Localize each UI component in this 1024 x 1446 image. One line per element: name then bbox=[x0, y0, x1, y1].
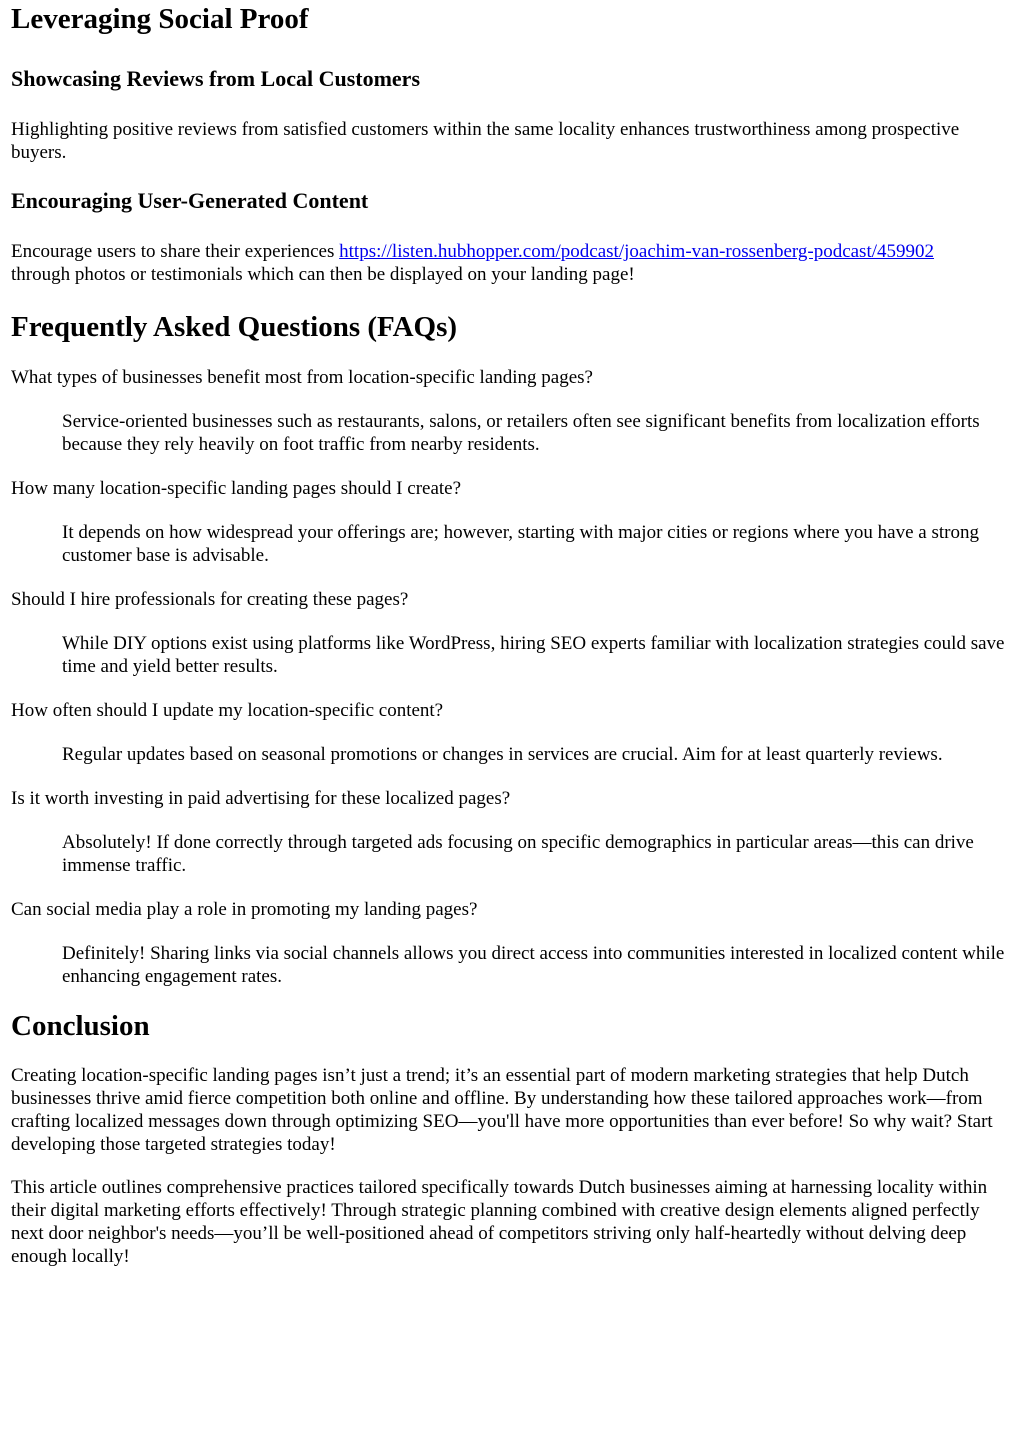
faq-question: What types of businesses benefit most from location-specific landing pages? bbox=[11, 367, 593, 388]
faq-question: How often should I update my location-specific content? bbox=[11, 700, 444, 721]
paragraph-user-generated-content bbox=[11, 240, 1013, 286]
faq-question: Is it worth investing in paid advertising for these localized pages? bbox=[11, 788, 511, 809]
faq-answer: It depends on how widespread your offerings are; however, starting with major cities or regions where you have a strong customer base is advisable. bbox=[62, 522, 979, 566]
paragraph-conclusion-1: Creating location-specific landing pages isn’t just a trend; it’s an essential part of modern marketing strategies that help Dutch businesses thrive amid fierce competition both online and offline. By understanding how these tailored approaches work—from crafting localized messages down through optimizing SEO—you'll have more opportunities than ever before! So why wait? Start developing those targeted strategies today! bbox=[11, 1065, 993, 1155]
paragraph-reviews: Highlighting positive reviews from satisfied customers within the same locality enhances trustworthiness among prospective buyers. bbox=[11, 119, 960, 163]
faq-answer: Regular updates based on seasonal promotions or changes in services are crucial. Aim for at least quarterly reviews. bbox=[62, 744, 943, 765]
section-title-faq: Frequently Asked Questions (FAQs) bbox=[11, 311, 458, 343]
subheading-reviews: Showcasing Reviews from Local Customers bbox=[11, 66, 421, 91]
section-title-social-proof: Leveraging Social Proof bbox=[11, 3, 309, 35]
faq-answer: Absolutely! If done correctly through targeted ads focusing on specific demographics in particular areas—this can drive immense traffic. bbox=[62, 832, 974, 876]
ugc-text-after: through photos or testimonials which can then be displayed on your landing page! bbox=[11, 264, 635, 285]
faq-question: Can social media play a role in promoting my landing pages? bbox=[11, 899, 478, 920]
subheading-user-generated-content: Encouraging User-Generated Content bbox=[11, 188, 369, 213]
faq-answer: While DIY options exist using platforms like WordPress, hiring SEO experts familiar with localization strategies could save time and yield better results. bbox=[62, 633, 1005, 677]
paragraph-conclusion-2: This article outlines comprehensive practices tailored specifically towards Dutch businesses aiming at harnessing locality within their digital marketing efforts effectively! Through strategic planning combined with creative design elements aligned perfectly next door neighbor's needs—you’ll be well-positioned ahead of competitors striving only half-heartedly without delving deep enough locally! bbox=[11, 1177, 988, 1267]
section-title-conclusion: Conclusion bbox=[11, 1010, 150, 1042]
faq-answer: Definitely! Sharing links via social channels allows you direct access into communities interested in localized content while enhancing engagement rates. bbox=[62, 943, 1005, 987]
faq-question: How many location-specific landing pages should I create? bbox=[11, 478, 462, 499]
faq-question: Should I hire professionals for creating these pages? bbox=[11, 589, 409, 610]
faq-answer: Service-oriented businesses such as restaurants, salons, or retailers often see significant benefits from localization efforts because they rely heavily on foot traffic from nearby residents. bbox=[62, 411, 980, 455]
faq-list bbox=[11, 366, 1013, 988]
ugc-text-before: Encourage users to share their experiences bbox=[11, 241, 340, 262]
podcast-link[interactable]: https://listen.hubhopper.com/podcast/joachim-van-rossenberg-podcast/459902 bbox=[339, 241, 935, 262]
